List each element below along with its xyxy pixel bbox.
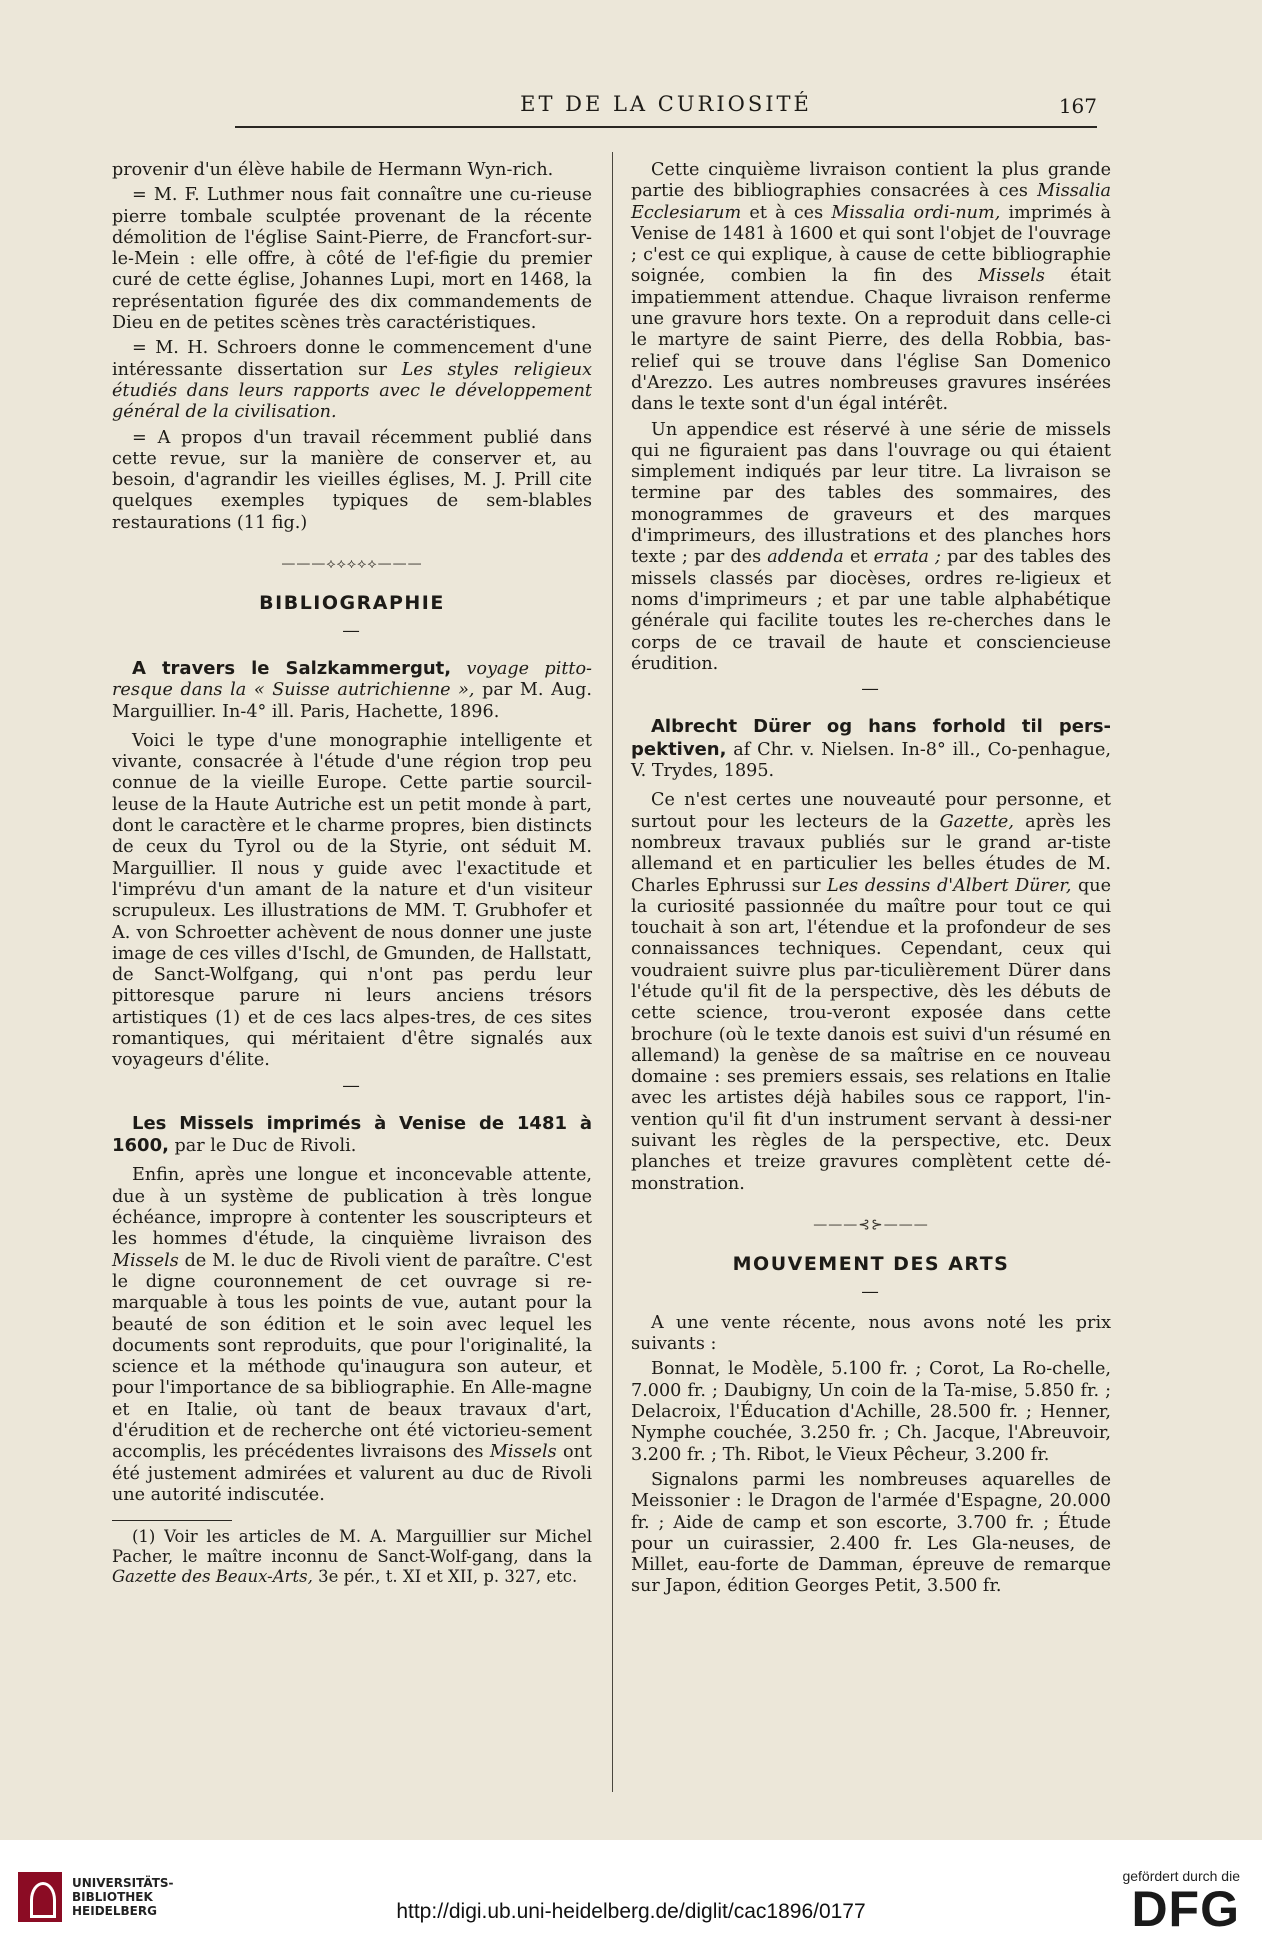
paragraph: Cette cinquième livraison contient la plus grande partie des bibliographies consacrées à ces Missalia Ecclesiarum et à ces Missalia ordi-num, imprimés à Venise de 1481 à 1600 et qui sont l'objet de l'ouvrage ; c'est ce qui explique, à cause de cette bibliographie soignée, combien la fin des Missels était impatiemment attendue. Chaque livraison renferme une gravure hors texte. On a reproduit dans celle-ci le martyre de saint Pierre, des della Robbia, bas-relief qui se trouve dans l'église San Domenico d'Arezzo. Les autres nombreuses gravures insérées dans le texte sont d'un égal intérêt. [631,160,1111,415]
ornament-divider: ———⟡⟡⟡⟡⟡——— [281,556,423,573]
paragraph: provenir d'un élève habile de Hermann Wyn-rich. [112,160,554,180]
paragraph: = M. H. Schroers donne le commencement d'une intéressante dissertation sur Les styles religieux étudiés dans leurs rapports avec le développement général de la civilisation. [112,338,593,423]
column-divider [612,152,613,1792]
dfg-caption: gefördert durch die [1122,1868,1240,1884]
paragraph: Un appendice est réservé à une série de missels qui ne figuraient pas dans l'ouvrage ou qui étaient simplement indiqués par leur titre. La livraison se termine par des tables des sommaires, des monogrammes de graveurs et des marques d'imprimeurs, des illustrations et des planches hors texte ; par des addenda et errata ; par des tables des missels classés par diocèses, ordres re-ligieux et noms d'imprimeurs ; et par une table alphabétique générale qui facilite toutes les re-cherches dans le corps de ce travail de haute et consciencieuse érudition. [631,419,1111,674]
book-entry-missels: Les Missels imprimés à Venise de 1481 à 1600, par le Duc de Rivoli. [112,1112,592,1157]
right-column [631,160,1111,1602]
page-number: 167 [1058,94,1097,118]
paragraph: Enfin, après une longue et inconcevable attente, due à un système de publication à très longue échéance, impropre à contenter les souscripteurs et les hommes d'étude, la cinquième livraison des Missels de M. le duc de Rivoli vient de paraître. C'est le digne couronnement de cet ouvrage si re-marquable à tous les points de vue, autant pour la beauté de son édition et le soin avec lequel les documents sont reproduits, que pour l'originalité, la science et la méthode qu'inaugura son auteur, et pour l'importance de sa bibliographie. En Alle-magne et en Italie, où tant de beaux travaux d'art, d'érudition et de recherche ont été victorieu-sement accomplis, les précédentes livraisons des Missels ont été justement admirées et valurent au duc de Rivoli une autorité indiscutée. [112,1165,592,1505]
section-title-bibliographie: BIBLIOGRAPHIE [259,592,445,615]
dfg-logo[interactable] [1090,1868,1240,1937]
paragraph: Voici le type d'une monographie intelligente et vivante, consacrée à l'étude d'une région trop peu connue de la vieille Europe. Cette partie sourcil-leuse de la Haute Autriche est un petit monde à part, dont le caractère et le charme propres, bien distincts de ceux du Tyrol ou de la Styrie, ont séduit M. Marguillier. Il nous y guide avec l'exactitude et l'imprévu d'un amant de la nature et d'un visiteur scrupuleux. Les illustrations de MM. T. Grubhofer et A. von Schroetter achèvent de nous donner une juste image de ces villes d'Ischl, de Gmunden, de Hallstatt, de Sanct-Wolfgang, qui n'ont pas perdu leur pittoresque parure ni leurs anciens trésors artistiques (1) et de ces lacs alpes-tres, de ces sites romantiques, qui méritaient d'être signalés aux voyageurs d'élite. [112,730,592,1071]
footnote: (1) Voir les articles de M. A. Marguillier sur Michel Pacher, le maître inconnu de Sanct-Wolf-gang, dans la Gazette des Beaux-Arts, 3e pér., t. XI et XII, p. 327, etc. [112,1527,592,1587]
digitization-footer [0,1840,1262,1956]
dash: — [342,1075,362,1096]
paragraph: Signalons parmi les nombreuses aquarelles de Meissonier : le Dragon de l'armée d'Espagne, 20.000 fr. ; Aide de camp et son escorte, 3.700 fr. ; Étude pour un cuirassier, 2.400 fr. Les Gla-neuses, de Millet, eau-forte de Damman, épreuve de remarque sur Japon, édition Georges Petit, 3.500 fr. [631,1469,1111,1597]
book-entry-salzkammergut: A travers le Salzkammergut, voyage pitto-resque dans la « Suisse autrichienne », par M. Aug. Marguillier. In-4° ill. Paris, Hachette, 1896. [112,657,592,722]
source-url-link[interactable]: http://digi.ub.uni-heidelberg.de/diglit/cac1896/0177 [396,1900,866,1923]
ornament-divider: ———⊰⊱——— [813,1216,929,1233]
header-rule [235,126,1097,128]
paragraph: Bonnat, le Modèle, 5.100 fr. ; Corot, La Ro-chelle, 7.000 fr. ; Daubigny, Un coin de la Ta-mise, 5.850 fr. ; Delacroix, l'Éducation d'Achille, 28.500 fr. ; Henner, Nymphe couchée, 3.250 fr. ; Ch. Jacque, l'Abreuvoir, 3.200 fr. ; Th. Ribot, le Vieux Pêcheur, 3.200 fr. [631,1359,1111,1465]
paragraph: = M. F. Luthmer nous fait connaître une cu-rieuse pierre tombale sculptée provenant de la récente démolition de l'église Saint-Pierre, de Francfort-sur-le-Mein : elle offre, à côté de l'ef-figie du premier curé de cette église, Johannes Lupi, mort en 1468, la représentation figurée des dix commandements de Dieu en de petites scènes très caractéristiques. [112,185,592,334]
dash: — [342,620,362,641]
library-name: UNIVERSITÄTS- BIBLIOTHEK HEIDELBERG [72,1876,174,1918]
footnote-rule [112,1520,232,1521]
dash: — [861,679,881,700]
book-entry-durer: Albrecht Dürer og hans forhold til pers-pektiven, af Chr. v. Nielsen. In-8° ill., Co-penhague, V. Trydes, 1895. [631,716,1111,782]
dash: — [861,1281,881,1302]
paragraph: A une vente récente, nous avons noté les prix suivants : [631,1312,1111,1355]
left-column [112,160,592,1591]
dfg-logo-text: DFG [1131,1881,1240,1937]
section-title-mouvement: MOUVEMENT DES ARTS [732,1253,1010,1276]
running-header [235,92,1097,122]
header-title: ET DE LA CURIOSITÉ [520,92,812,116]
paragraph: Ce n'est certes une nouveauté pour personne, et surtout pour les lecteurs de la Gazette, après les nombreux travaux publiés sur le grand ar-tiste allemand et en particulier les belles études de M. Charles Ephrussi sur Les dessins d'Albert Dürer, que la curiosité passionnée du maître pour tout ce qui touchait à son art, l'étendue et la profondeur de ses connaissances techniques. Cependant, ceux qui voudraient suivre plus par-ticulièrement Dürer dans l'étude qu'il fit de la perspective, dès les débuts de cette science, trou-veront exposée dans cette brochure (où le texte danois est suivi d'un résumé en allemand) la genèse de sa maîtrise en ce nouveau domaine : ses premiers essais, ses relations en Italie avec les artistes déjà habiles sous ce rapport, l'in-vention qu'il fit d'un instrument servant à dessi-ner suivant les règles de la perspective, etc. Deux planches et treize gravures complètent cette dé-monstration. [631,790,1111,1194]
paragraph: = A propos d'un travail récemment publié dans cette revue, sur la manière de conserver et, au besoin, d'agrandir les vieilles églises, M. J. Prill cite quelques exemples typiques de sem-blables restaurations (11 fig.) [112,427,592,533]
